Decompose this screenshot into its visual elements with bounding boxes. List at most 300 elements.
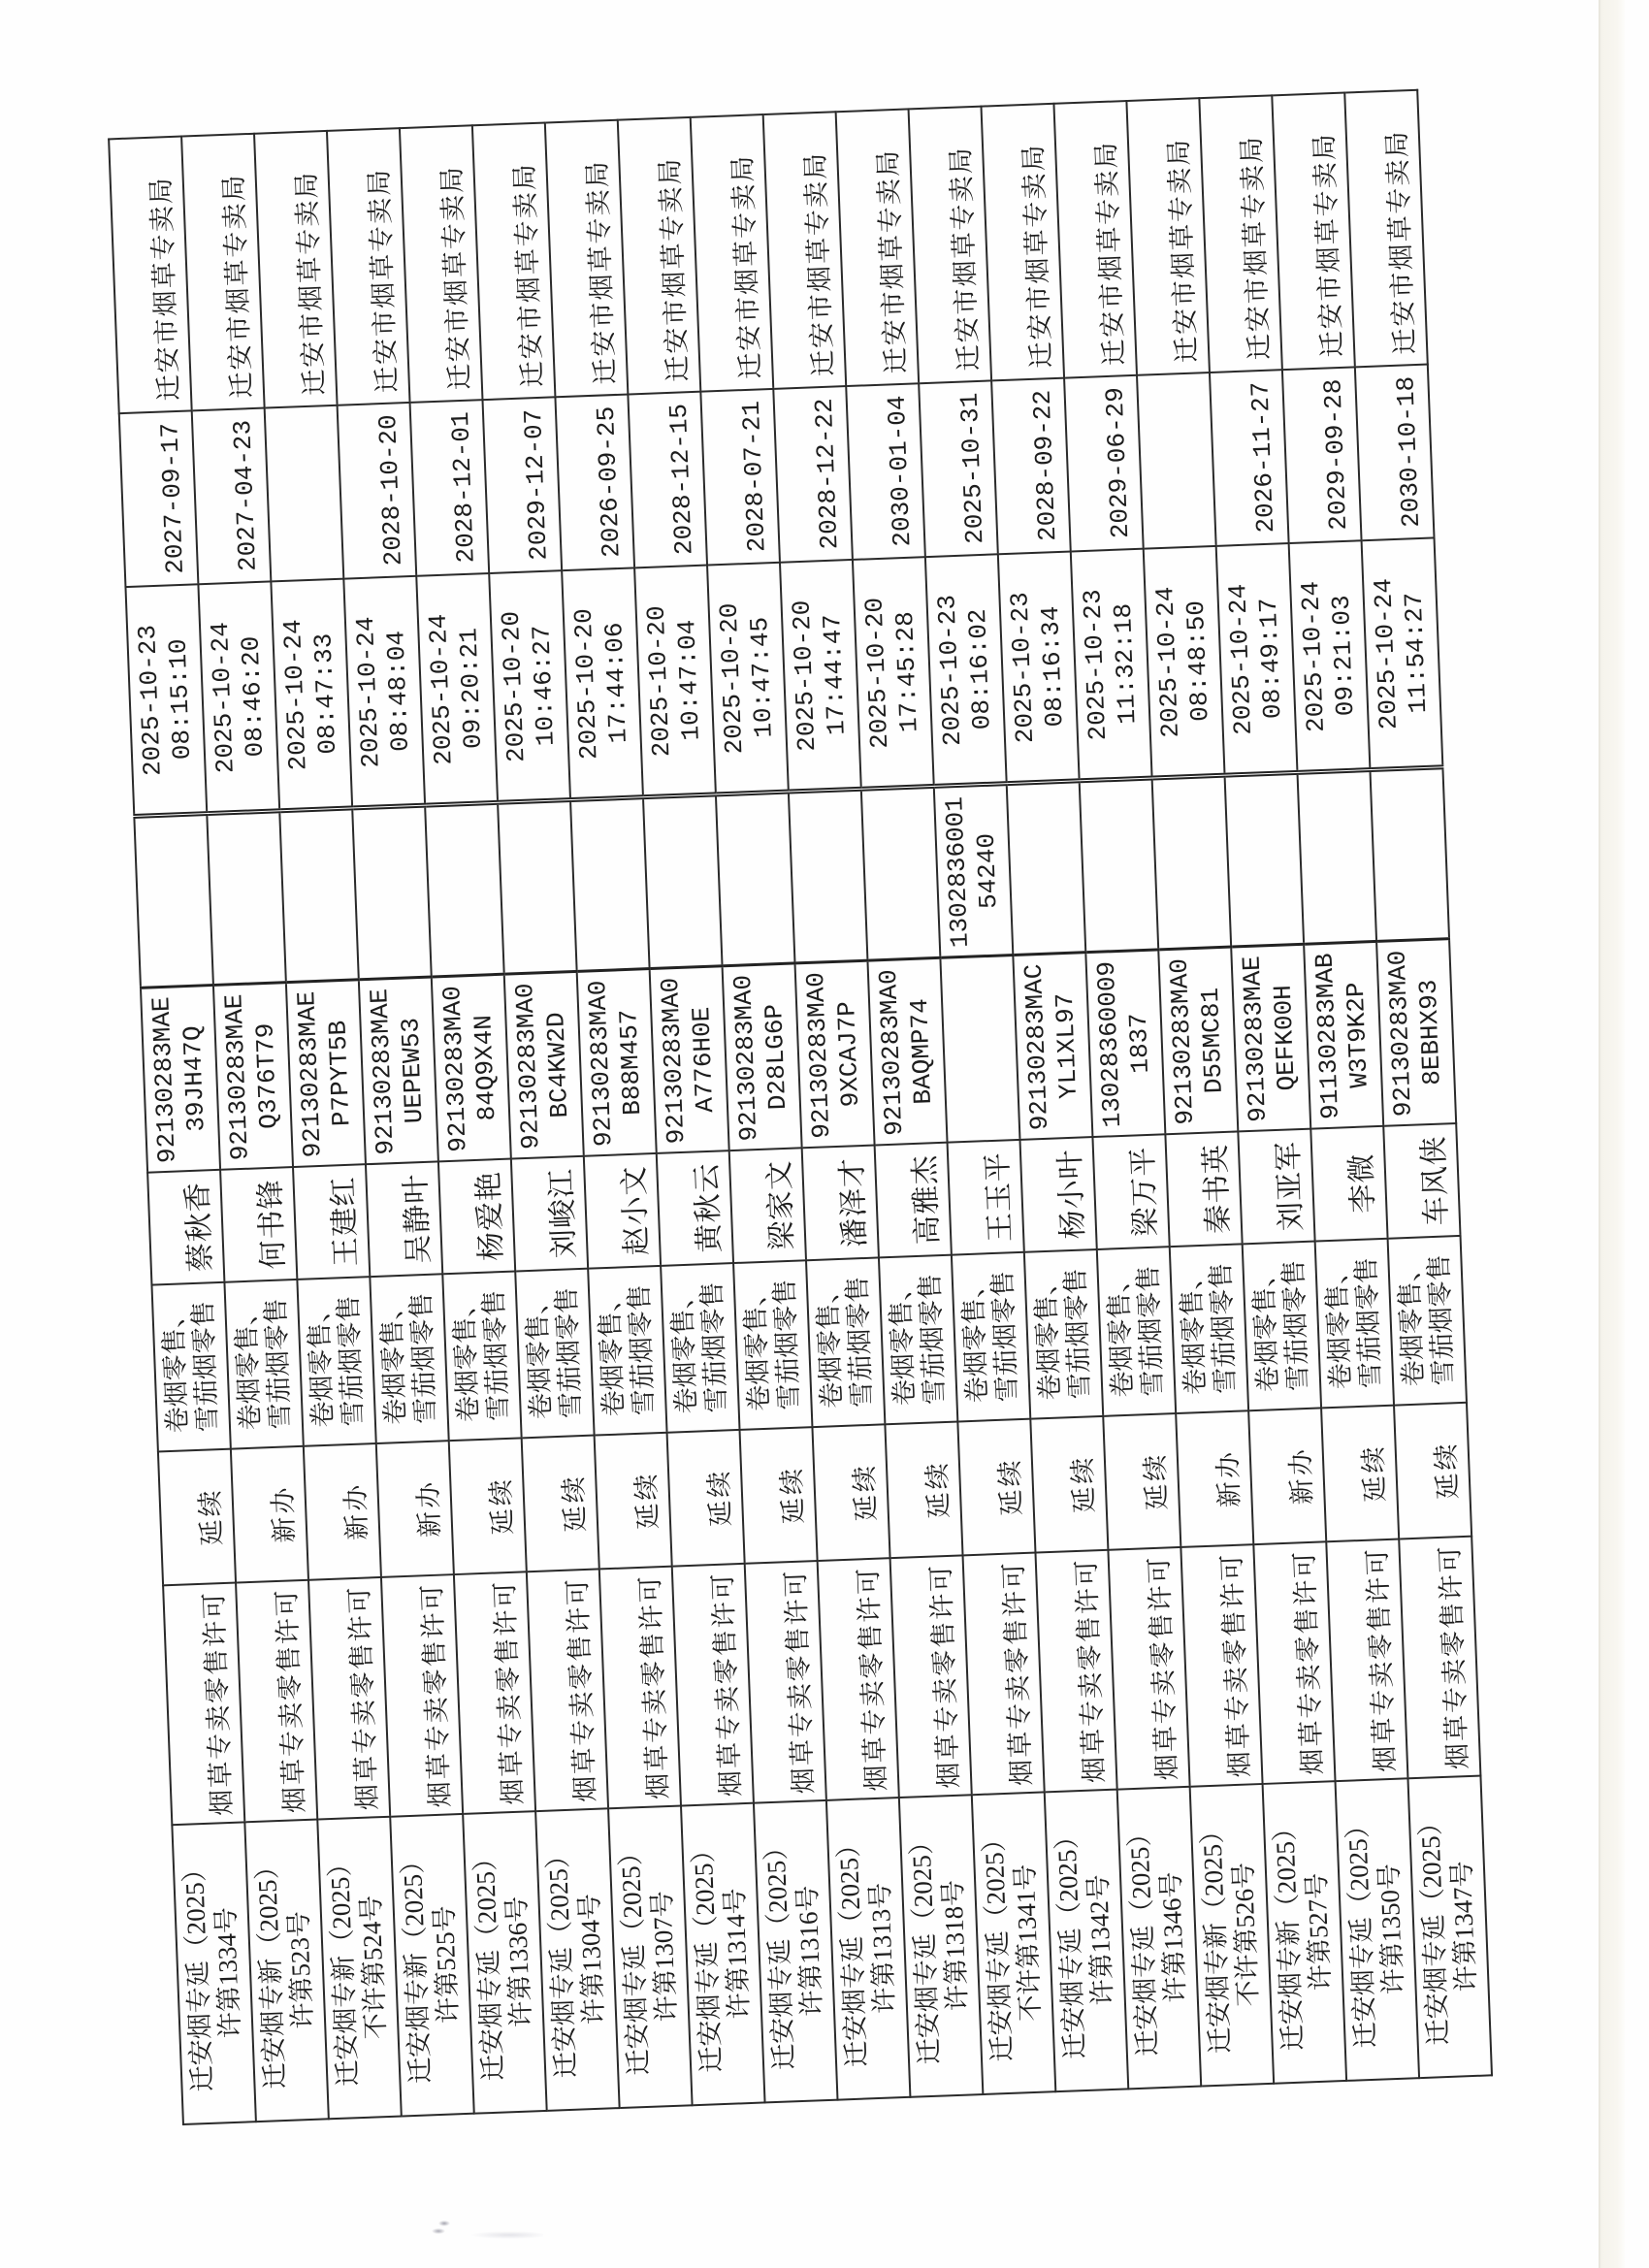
business-scope: 卷烟零售、雪茄烟零售 [158, 1300, 223, 1434]
application-type-cell [885, 1422, 962, 1559]
id-code-cell [1007, 781, 1086, 956]
business-scope-cell [224, 1280, 303, 1449]
decision-clock: 08:46:20 [236, 635, 271, 758]
holder-name: 王玉平 [981, 1150, 1018, 1243]
credit-code: 92130283MACYL1XL97 [1018, 963, 1083, 1131]
business-scope-cell [515, 1269, 594, 1439]
permit-type-cell [1108, 1547, 1189, 1790]
permit-type: 烟草专卖零售许可 [490, 1579, 528, 1806]
business-scope: 卷烟零售、雪茄烟零售 [885, 1273, 950, 1407]
id-code-cell [352, 806, 432, 981]
decision-time-cell [780, 560, 861, 793]
permit-type-cell [1180, 1544, 1262, 1787]
decision-clock: 10:46:27 [527, 624, 561, 747]
decision-date: 2025-10-20 [641, 604, 677, 758]
permit-type-cell [308, 1577, 390, 1820]
decision-time-cell [853, 557, 934, 790]
issuing-authority: 迁安市烟草专卖局 [364, 167, 403, 394]
business-scope: 卷烟零售、雪茄烟零售 [957, 1270, 1022, 1404]
license-number-cell [1190, 1784, 1275, 2087]
credit-code: 92130283MAEUEPEW53 [365, 988, 430, 1156]
id-code [702, 804, 708, 959]
issuing-authority-cell [254, 131, 338, 408]
credit-code-cell [1304, 942, 1383, 1129]
decision-date: 2025-10-24 [1369, 577, 1404, 730]
issuing-authority: 迁安市烟草专卖局 [1090, 140, 1129, 367]
license-serial: 许第1304号 [574, 1893, 609, 2025]
application-type-cell [740, 1427, 818, 1564]
decision-date: 2025-10-23 [932, 594, 968, 747]
credit-code-cell [286, 980, 366, 1167]
issuing-authority: 迁安市烟草专卖局 [800, 150, 838, 377]
holder-name: 王建红 [327, 1175, 363, 1268]
application-type-cell [1030, 1416, 1108, 1553]
application-type-cell [231, 1446, 308, 1583]
decision-time-cell [416, 573, 498, 806]
issuing-authority: 迁安市烟草专卖局 [946, 145, 984, 372]
permit-type: 烟草专卖零售许可 [1216, 1551, 1255, 1778]
holder-name-cell [293, 1164, 370, 1280]
decision-time-cell [925, 554, 1007, 787]
credit-code [1000, 963, 1007, 1133]
id-code-cell [934, 784, 1014, 958]
application-type: 新办 [1212, 1448, 1245, 1508]
valid-until-date: 2027-09-17 [155, 422, 190, 575]
license-serial: 许第1334号 [210, 1906, 245, 2039]
credit-code-cell [795, 961, 875, 1149]
credit-code-cell [577, 969, 657, 1156]
decision-clock: 08:15:10 [163, 637, 198, 761]
permit-type-cell [236, 1580, 317, 1823]
license-number-cell [826, 1798, 911, 2100]
credit-code: 92130283MA0B88M457 [583, 979, 648, 1148]
issuing-authority-cell [1199, 95, 1282, 373]
scan-smudge [427, 2216, 543, 2241]
holder-name-cell [147, 1170, 224, 1285]
license-serial: 不许第1341号 [1010, 1863, 1046, 2023]
license-number-cell [972, 1792, 1056, 2094]
id-code [1066, 791, 1072, 946]
license-serial: 许第1318号 [938, 1879, 973, 2012]
permit-type-cell [527, 1569, 608, 1811]
issuing-authority: 迁安市烟草专卖局 [291, 170, 330, 397]
valid-until-cell [919, 380, 998, 557]
decision-date: 2025-10-23 [1078, 588, 1114, 741]
id-code-cell [716, 793, 795, 967]
business-scope-cell [661, 1263, 739, 1433]
issuing-authority-cell [400, 125, 483, 403]
application-type-cell [304, 1443, 381, 1580]
license-prefix: 迁安烟专延（2025） [1342, 1811, 1380, 2049]
valid-until-cell [482, 397, 562, 573]
license-number-cell [1336, 1778, 1420, 2081]
license-serial: 许第1314号 [720, 1887, 755, 2020]
issuing-authority-cell [181, 134, 265, 411]
holder-name: 刘亚军 [1272, 1140, 1309, 1232]
issuing-authority: 迁安市烟草专卖局 [1018, 143, 1056, 370]
holder-name-cell [948, 1140, 1024, 1255]
id-code [267, 821, 273, 976]
holder-name: 潘泽才 [836, 1156, 872, 1248]
application-type-cell [1394, 1403, 1471, 1539]
permit-type: 烟草专卖零售许可 [853, 1566, 891, 1792]
permit-type: 烟草专卖零售许可 [780, 1568, 819, 1795]
decision-time-cell [125, 584, 207, 817]
decision-time-cell [1289, 540, 1371, 773]
decision-clock: 17:44:06 [599, 621, 633, 744]
license-prefix: 迁安烟专延（2025） [1414, 1808, 1453, 2046]
valid-until-cell [1210, 370, 1289, 546]
valid-until-cell [265, 405, 344, 582]
business-scope-cell [806, 1257, 885, 1427]
application-type-cell [812, 1424, 889, 1561]
valid-until-date: 2026-11-27 [1245, 380, 1281, 535]
business-scope: 卷烟零售、雪茄烟零售 [812, 1276, 877, 1409]
holder-name: 蔡秋香 [181, 1181, 217, 1273]
valid-until-cell [192, 408, 272, 585]
license-serial: 许第1342号 [1083, 1873, 1118, 2006]
business-scope: 卷烟零售、雪茄烟零售 [231, 1297, 296, 1431]
holder-name-cell [1310, 1126, 1387, 1242]
decision-clock: 17:44:47 [818, 613, 852, 736]
credit-code: 92130283MA0D55MC81 [1164, 957, 1229, 1126]
decision-clock: 11:32:18 [1108, 602, 1143, 726]
credit-code: 92130283MA0BC4KW2D [510, 982, 575, 1150]
valid-until-date: 2030-10-18 [1391, 375, 1427, 529]
credit-code-cell [213, 983, 293, 1170]
business-scope: 卷烟零售、雪茄烟零售 [304, 1294, 369, 1429]
id-code [1212, 785, 1217, 940]
application-type-cell [1248, 1408, 1326, 1544]
valid-until-cell [338, 403, 417, 579]
permit-type-cell [890, 1555, 972, 1798]
license-number-cell [244, 1820, 329, 2122]
holder-name-cell [1092, 1134, 1169, 1249]
credit-code-cell [1231, 945, 1310, 1132]
license-serial: 许第523号 [283, 1910, 318, 2030]
application-type: 新办 [413, 1478, 445, 1539]
application-type: 延续 [559, 1473, 591, 1533]
decision-time-cell [1144, 546, 1225, 779]
issuing-authority-cell [1272, 93, 1355, 371]
application-type: 延续 [1140, 1451, 1172, 1511]
decision-clock: 08:16:34 [1035, 605, 1070, 728]
application-type: 新办 [268, 1484, 300, 1544]
decision-time-cell [562, 567, 643, 800]
license-number-cell [535, 1808, 620, 2111]
permit-type: 烟草专卖零售许可 [417, 1581, 455, 1808]
valid-until-cell [555, 395, 634, 571]
permit-type: 烟草专卖零售许可 [998, 1560, 1037, 1787]
decision-time-cell [707, 563, 789, 795]
holder-name: 李微 [1345, 1152, 1380, 1215]
holder-name: 吴静叶 [400, 1173, 436, 1265]
valid-until-date: 2030-01-04 [882, 395, 918, 548]
credit-code-cell [141, 986, 220, 1173]
application-type: 延续 [703, 1468, 736, 1528]
license-prefix: 迁安烟专延（2025） [688, 1836, 727, 2074]
id-code [630, 807, 635, 962]
license-number-cell [463, 1811, 547, 2114]
business-scope-cell [370, 1274, 448, 1443]
application-type-cell [595, 1433, 672, 1570]
holder-name-cell [584, 1153, 661, 1269]
business-scope-cell [1024, 1249, 1103, 1419]
credit-code-cell [504, 972, 584, 1159]
license-number-cell [1407, 1776, 1492, 2079]
decision-date: 2025-10-23 [1005, 591, 1041, 744]
license-prefix: 迁安烟专延（2025） [906, 1828, 945, 2065]
valid-until-date: 2027-04-23 [228, 419, 263, 572]
business-scope-cell [1388, 1236, 1467, 1406]
license-serial: 许第1350号 [1374, 1863, 1408, 1995]
application-type: 延续 [994, 1456, 1027, 1517]
id-code [340, 818, 345, 973]
valid-until-date: 2028-12-15 [663, 403, 699, 556]
license-serial: 许第1316号 [792, 1885, 827, 2018]
application-type-cell [1321, 1406, 1399, 1542]
license-prefix: 迁安烟专延（2025） [178, 1855, 217, 2092]
credit-code: 130283600091837 [1091, 960, 1156, 1128]
license-serial: 不许第526号 [1228, 1862, 1264, 2007]
business-scope-cell [1315, 1239, 1394, 1409]
decision-date: 2025-10-24 [423, 613, 459, 766]
holder-name-cell [1238, 1129, 1314, 1245]
issuing-authority-cell [909, 107, 992, 384]
issuing-authority-cell [763, 112, 847, 389]
decision-time-cell [343, 576, 425, 809]
id-code-cell [498, 800, 577, 975]
credit-code: 92130283MA09XCAJ7P [800, 971, 866, 1140]
business-scope: 卷烟零售、雪茄烟零售 [448, 1289, 513, 1423]
credit-code: 92130283MA0A776H0E [655, 977, 721, 1145]
permit-type-cell [1035, 1550, 1116, 1793]
holder-name-cell [1019, 1137, 1096, 1252]
license-number-cell [317, 1817, 402, 2120]
application-type: 延续 [1067, 1454, 1099, 1514]
permit-type: 烟草专卖零售许可 [1071, 1557, 1110, 1784]
valid-until-cell [1064, 375, 1144, 552]
business-scope: 卷烟零售、雪茄烟零售 [594, 1283, 659, 1417]
decision-clock: 10:47:45 [745, 616, 779, 739]
holder-name: 赵小文 [618, 1164, 654, 1256]
license-prefix: 迁安烟专延（2025） [1123, 1820, 1163, 2057]
id-code [1430, 777, 1436, 932]
decision-date: 2025-10-20 [787, 599, 823, 753]
decision-clock: 08:48:50 [1180, 599, 1215, 723]
license-decision-table-rotated [108, 91, 1491, 2125]
valid-until-cell [1355, 365, 1435, 541]
license-prefix: 迁安烟专新（2025） [251, 1852, 290, 2090]
id-code [921, 795, 926, 951]
decision-date: 2025-10-20 [496, 610, 532, 763]
id-code [411, 815, 417, 970]
issuing-authority: 迁安市烟草专卖局 [1309, 131, 1347, 358]
credit-code: 92130283MAEQEFK00H [1237, 955, 1302, 1123]
permit-type-cell [163, 1583, 244, 1826]
business-scope-cell [952, 1252, 1030, 1422]
license-prefix: 迁安烟专新（2025） [324, 1850, 363, 2088]
business-scope-cell [1097, 1247, 1176, 1416]
issuing-authority: 迁安市烟草专卖局 [218, 173, 257, 400]
valid-until-date: 2025-10-31 [954, 392, 990, 545]
valid-until-date: 2028-10-20 [372, 413, 408, 567]
application-type-cell [1176, 1410, 1253, 1547]
license-number-cell [899, 1795, 984, 2097]
issuing-authority-cell [1126, 98, 1210, 375]
id-code-cell [861, 787, 941, 961]
decision-time-cell [998, 552, 1080, 785]
license-serial: 许第1307号 [647, 1890, 682, 2023]
issuing-authority: 迁安市烟草专卖局 [582, 158, 620, 385]
valid-until-date: 2026-09-25 [591, 405, 627, 559]
license-prefix: 迁安烟专新（2025） [1269, 1814, 1308, 2052]
id-code [484, 812, 490, 967]
holder-name-cell [875, 1143, 952, 1258]
permit-type: 烟草专卖零售许可 [272, 1587, 309, 1814]
application-type-cell [1103, 1413, 1180, 1550]
issuing-authority: 迁安市烟草专卖局 [1163, 137, 1202, 364]
license-number-cell [754, 1800, 838, 2103]
issuing-authority-cell [109, 137, 192, 414]
holder-name-cell [438, 1159, 515, 1275]
issuing-authority: 迁安市烟草专卖局 [1381, 129, 1420, 355]
business-scope-cell [297, 1277, 375, 1446]
license-prefix: 迁安烟专新（2025） [1196, 1817, 1235, 2055]
decision-time-cell [634, 566, 716, 798]
id-code [1139, 788, 1145, 943]
permit-type: 烟草专卖零售许可 [1144, 1554, 1182, 1781]
valid-until-date: 2028-12-22 [809, 397, 845, 550]
credit-code-cell [723, 963, 802, 1150]
valid-until-cell [119, 410, 199, 587]
issuing-authority-cell [836, 109, 920, 386]
valid-until-cell [1137, 373, 1216, 549]
id-code [848, 798, 854, 954]
business-scope: 卷烟零售、雪茄烟零售 [376, 1292, 441, 1426]
business-scope-cell [588, 1266, 666, 1436]
application-type: 延续 [195, 1486, 227, 1546]
license-serial: 许第525号 [429, 1904, 464, 2025]
valid-until-cell [700, 389, 780, 566]
decision-date: 2025-10-20 [859, 597, 895, 750]
id-code: 130283600154240 [940, 795, 1004, 949]
permit-type: 烟草专卖零售许可 [635, 1573, 673, 1800]
valid-until-cell [410, 400, 490, 576]
license-prefix: 迁安烟专延（2025） [979, 1825, 1018, 2062]
valid-until-date: 2029-06-29 [1100, 386, 1136, 539]
permit-type-cell [599, 1567, 681, 1809]
business-scope-cell [1170, 1244, 1248, 1413]
business-scope-cell [442, 1272, 521, 1442]
application-type: 延续 [486, 1475, 518, 1536]
decision-clock: 08:48:04 [381, 630, 416, 753]
license-number-cell [172, 1822, 256, 2124]
credit-code: 92130283MA0BAQMP74 [873, 968, 939, 1137]
application-type: 延续 [1358, 1442, 1390, 1503]
permit-type-cell [381, 1574, 463, 1817]
business-scope: 卷烟零售、雪茄烟零售 [1030, 1267, 1095, 1401]
application-type: 新办 [1285, 1445, 1317, 1506]
issuing-authority-cell [1053, 101, 1137, 378]
id-code-cell [1298, 770, 1377, 945]
valid-until-cell [628, 392, 707, 568]
decision-clock: 10:47:04 [672, 619, 706, 742]
license-number-cell [681, 1803, 765, 2106]
decision-clock: 11:54:27 [1399, 592, 1434, 714]
id-code [1284, 782, 1290, 937]
issuing-authority-cell [472, 123, 556, 401]
id-code-cell [134, 814, 213, 988]
holder-name: 刘峻江 [545, 1167, 581, 1259]
application-type: 延续 [849, 1462, 882, 1522]
decision-time-cell [489, 570, 570, 803]
issuing-authority-cell [545, 120, 629, 398]
decision-date: 2025-10-24 [277, 618, 313, 771]
permit-type: 烟草专卖零售许可 [1435, 1543, 1473, 1770]
credit-code-cell [867, 958, 947, 1146]
valid-until-cell [773, 386, 853, 563]
permit-type-cell [454, 1571, 535, 1814]
application-type: 延续 [922, 1459, 954, 1519]
application-type-cell [522, 1436, 599, 1572]
holder-name-cell [729, 1148, 806, 1263]
issuing-authority: 迁安市烟草专卖局 [436, 164, 475, 391]
holder-name: 车风侠 [1417, 1134, 1454, 1226]
id-code [194, 824, 200, 979]
issuing-authority-cell [981, 104, 1064, 381]
decision-time-cell [198, 581, 279, 814]
license-number-cell [1117, 1787, 1202, 2090]
holder-name-cell [1383, 1123, 1460, 1239]
license-serial: 许第1313号 [865, 1882, 900, 2015]
holder-name: 何书锋 [254, 1178, 290, 1270]
decision-date: 2025-10-24 [1223, 583, 1258, 736]
credit-code-cell [1013, 953, 1092, 1140]
business-scope-cell [733, 1260, 812, 1430]
permit-type-cell [963, 1553, 1045, 1796]
decision-clock: 08:16:02 [962, 607, 997, 730]
holder-name: 秦书英 [1199, 1143, 1236, 1235]
decision-clock: 09:21:03 [1326, 594, 1361, 717]
holder-name-cell [220, 1167, 297, 1282]
holder-name: 黄秋云 [691, 1161, 727, 1254]
license-prefix: 迁安烟专延（2025） [615, 1838, 654, 2076]
valid-until-date: 2028-09-22 [1027, 389, 1063, 542]
business-scope: 卷烟零售、雪茄烟零售 [739, 1279, 804, 1412]
holder-name-cell [657, 1150, 733, 1266]
permit-type: 烟草专卖零售许可 [1289, 1549, 1328, 1776]
issuing-authority: 迁安市烟草专卖局 [655, 156, 693, 383]
business-scope: 卷烟零售、雪茄烟零售 [1394, 1253, 1459, 1387]
decision-time-cell [1362, 537, 1443, 770]
decision-time-cell [271, 579, 352, 812]
decision-time-cell [1071, 549, 1152, 782]
business-scope: 卷烟零售、雪茄烟零售 [1103, 1264, 1168, 1399]
license-prefix: 迁安烟专延（2025） [469, 1844, 508, 2082]
license-number-cell [608, 1805, 693, 2108]
license-number-cell [1045, 1790, 1129, 2092]
permit-type-cell [672, 1564, 754, 1806]
application-type: 延续 [1431, 1441, 1463, 1501]
issuing-authority: 迁安市烟草专卖局 [873, 147, 911, 374]
scanner-edge-shadow [1599, 0, 1625, 2268]
decision-clock: 08:47:33 [308, 632, 343, 756]
permit-type-cell [745, 1561, 826, 1803]
id-code [557, 810, 563, 965]
application-type-cell [449, 1438, 527, 1574]
issuing-authority-cell [691, 114, 774, 392]
